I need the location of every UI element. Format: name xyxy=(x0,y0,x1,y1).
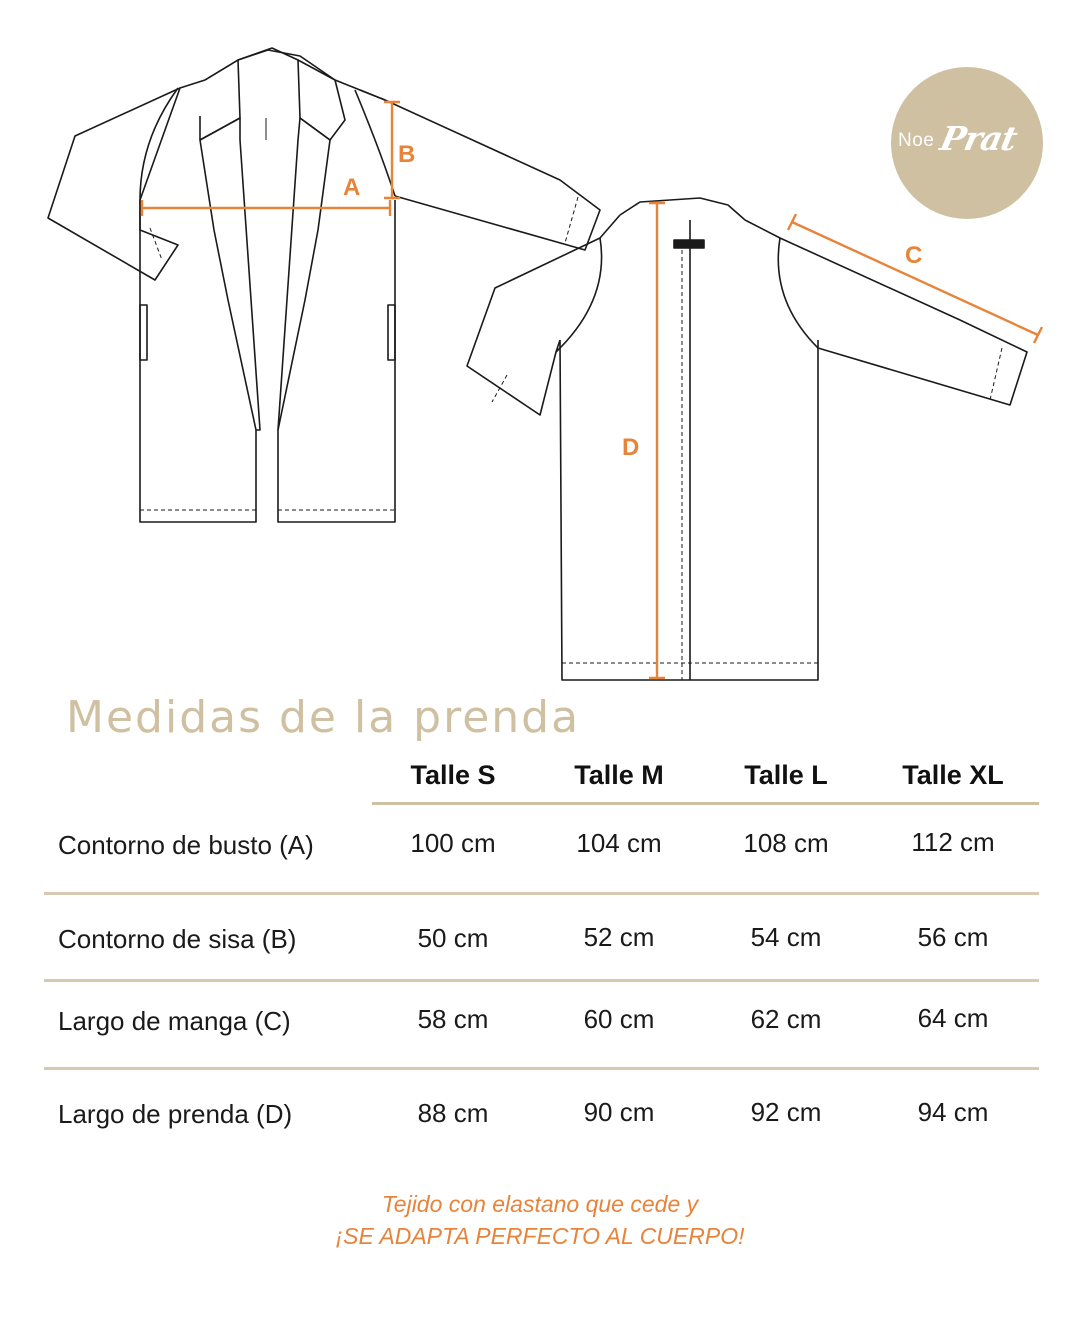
table-cell: 64 cm xyxy=(917,1003,989,1033)
brand-logo xyxy=(891,67,1043,219)
row-divider xyxy=(44,979,1039,982)
note-line-1: Tejido con elastano que cede y xyxy=(381,1191,699,1217)
coat-back-view xyxy=(467,198,1027,680)
measure-line-d xyxy=(649,203,665,678)
logo-text-prat: Prat xyxy=(936,119,1020,158)
table-cell: 88 cm xyxy=(417,1098,489,1128)
measure-line-c xyxy=(788,214,1042,343)
table-cell: 112 cm xyxy=(911,827,995,857)
header-divider xyxy=(372,802,1039,805)
coat-front-view xyxy=(48,48,600,522)
label-a: A xyxy=(343,174,361,201)
row-divider xyxy=(44,892,1039,895)
label-d: D xyxy=(622,434,640,461)
table-cell: 54 cm xyxy=(750,922,822,952)
measure-line-a xyxy=(142,200,390,216)
table-cell: 52 cm xyxy=(583,922,655,952)
logo-text-noe: Noe xyxy=(898,130,935,151)
row-label-prenda: Largo de prenda (D) xyxy=(58,1099,293,1129)
table-cell: 94 cm xyxy=(917,1097,989,1127)
table-cell: 62 cm xyxy=(750,1004,822,1034)
section-title: Medidas de la prenda xyxy=(66,692,581,743)
note-line-2: ¡SE ADAPTA PERFECTO AL CUERPO! xyxy=(335,1223,745,1249)
label-c: C xyxy=(905,242,923,269)
label-b: B xyxy=(398,141,416,168)
table-cell: 90 cm xyxy=(583,1097,655,1127)
table-cell: 50 cm xyxy=(417,923,489,953)
column-header-m: Talle M xyxy=(574,760,664,790)
table-cell: 104 cm xyxy=(576,828,662,858)
row-divider xyxy=(44,1067,1039,1070)
table-cell: 58 cm xyxy=(417,1004,489,1034)
table-cell: 60 cm xyxy=(583,1004,655,1034)
column-header-l: Talle L xyxy=(744,760,828,790)
row-label-manga: Largo de manga (C) xyxy=(58,1006,291,1036)
table-cell: 100 cm xyxy=(410,828,496,858)
table-cell: 92 cm xyxy=(750,1097,822,1127)
table-cell: 56 cm xyxy=(917,922,989,952)
row-label-sisa: Contorno de sisa (B) xyxy=(58,924,297,954)
column-header-xl: Talle XL xyxy=(902,760,1004,790)
row-label-busto: Contorno de busto (A) xyxy=(58,830,314,860)
column-header-s: Talle S xyxy=(410,760,496,790)
table-cell: 108 cm xyxy=(743,828,829,858)
